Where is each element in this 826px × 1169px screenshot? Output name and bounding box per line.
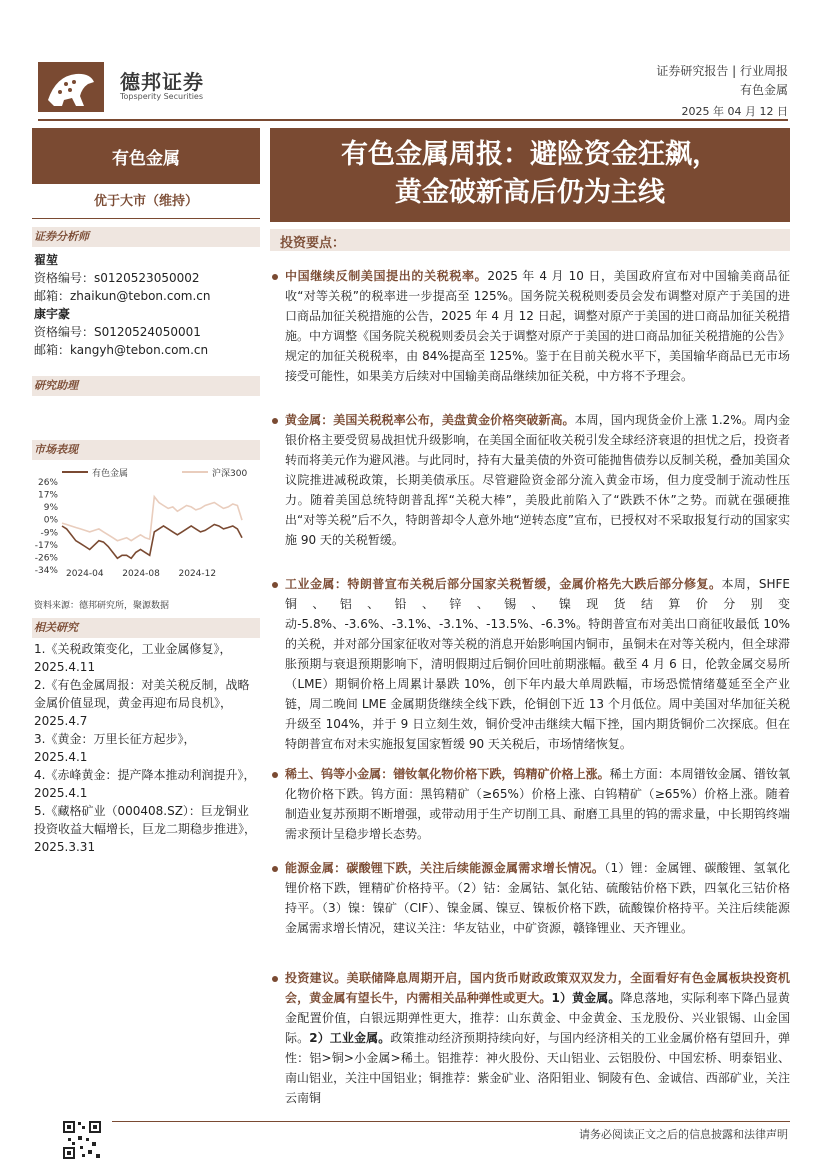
related-title: 4.《赤峰黄金：提产降本推动利润提升》， [34,768,256,782]
analysts-heading: 证券分析师 [32,227,260,247]
bullet-dot-icon [272,582,278,588]
analyst-name: 翟堃 [34,253,59,267]
company-logo [38,62,104,112]
series-line [62,497,242,541]
x-tick-label: 2024-08 [122,569,160,579]
brand-name-en: Topsperity Securities [120,92,204,101]
legend-label: 有色金属 [92,469,129,479]
related-title: 3.《黄金：万里长征方起步》， [34,732,196,746]
related-title: 1.《关税政策变化，工业金属修复》， [34,642,232,656]
analyst-cert: 资格编号：s0120523050002 [34,271,200,285]
y-tick-label: -34% [34,566,58,576]
chart-source: 资料来源：德邦研究所，聚源数据 [34,601,170,611]
related-item[interactable] [34,802,260,856]
sector-box: 有色金属 [32,128,260,184]
related-date: 2025.4.1 [34,786,88,800]
y-tick-label: 26% [37,478,58,488]
related-heading: 相关研究 [32,618,260,638]
bullet-tariff: 中国继续反制美国提出的关税税率。2025 年 4 月 10 日，美国政府宣布对中国输美商品征收“对等关税”的税率进一步提高至 125%。国务院关税税则委员会发布调整对原产于美国的进口商品加征关税措施的公告，2025 年 4 月 12 日起，调整对原产于美国的进口商品加征关税措施。中方调整《国务院关税税则委员会关于调整对原产于美国的进口商品加征关税措施的公告》规定的加征关税税率，由 84%提高至 125%。鉴于在目前关税水平下，美国输华商品已无市场接受可能性，如果美方后续对中国输美商品继续加征关税，中方将不予理会。 [285,269,790,383]
related-date: 2025.4.7 [34,714,88,728]
rating: 优于大市（维持） [93,194,198,209]
key-points-label: 投资要点： [280,236,346,251]
bullet-investment-advice: 投资建议。美联储降息周期开启，国内货币财政政策双双发力，全面看好有色金属板块投资机会，黄金属有望长牛，内需相关品种弹性或更大。1）黄金属。降息落地，实际利率下降凸显黄金配置价值，白银远期弹性更大，推荐：山东黄金、中金黄金、玉龙股份、兴业银锡、山金国际。2）工业金属。政策推动经济预期持续向好，与国内经济相关的工业金属价格有望回升，弹性：铝>铜>小金属>稀土。铝推荐：神火股份、天山铝业、云铝股份、中国宏桥、明泰铝业、南山铝业，关注中国铝业；铜推荐：紫金矿业、洛阳钼业、铜陵有色、金诚信、西部矿业，关注云南铜 [285,971,790,1105]
key-points-bar [270,229,790,251]
bullet-dot-icon [272,772,278,778]
y-tick-label: -26% [34,553,58,564]
legend-label: 沪深300 [212,469,248,479]
brand-name-cn: 德邦证券 [120,70,204,94]
related-item[interactable] [34,730,260,766]
header-sector: 有色金属 [739,83,788,97]
related-title: 5.《藏格矿业（000408.SZ）：巨龙铜业投资收益大幅增长，巨龙二期稳步推进》， [34,804,257,836]
x-tick-label: 2024-04 [66,569,104,579]
report-title [270,128,790,222]
title-line-2: 黄金破新高后仍为主线 [395,177,665,208]
related-title: 2.《有色金属周报：对美关税反制，战略金属价值显现，黄金再迎布局良机》， [34,678,250,710]
leopard-logo-icon [38,62,104,112]
bullet-dot-icon [272,976,278,982]
related-item[interactable] [34,766,260,802]
analyst-cert: 资格编号：S0120524050001 [34,325,201,339]
bullet-dot-icon [272,274,278,280]
assistant-heading: 研究助理 [32,376,260,396]
report-type-label: 证券研究报告 | 行业周报 [656,64,788,78]
footer-disclaimer: 请务必阅读正文之后的信息披露和法律声明 [579,1128,788,1141]
title-line-1: 有色金属周报：避险资金狂飙， [341,139,719,170]
related-date: 2025.4.1 [34,750,88,764]
report-type [656,62,788,100]
analyst-name: 康宇豪 [34,307,71,321]
market-heading: 市场表现 [32,440,260,460]
analyst-email[interactable]: 邮箱：kangyh@tebon.com.cn [34,343,209,357]
related-item[interactable] [34,640,260,676]
related-item[interactable] [34,676,260,730]
bullet-dot-icon [272,866,278,872]
y-tick-label: -17% [34,540,58,551]
bullet-precious-metals: 黄金属：美国关税税率公布，美盘黄金价格突破新高。本周，国内现货金价上涨 1.2%。周内金银价格主要受贸易战担忧升级影响，在美国全面征收关税引发全球经济衰退的担忧之后，投资者转而将美元作为避风港。与此同时，持有大量美债的外资可能抛售债券以反制关税，叠加美国众议院推进减税政策，长期美债承压。尽管避险资金部分流入黄金市场，但力度受制于流动性压力。随着美国总统特朗普乱挥“关税大棒”，美股此前陷入了“跌跌不休”之势。而就在强硬推出“对等关税”后不久，特朗普却令人意外地“逆转态度”宣布，已授权对不采取报复行动的国家实施 90 天的关税暂缓。 [285,413,790,547]
related-date: 2025.4.11 [34,660,96,674]
bullet-minor-metals: 稀土、钨等小金属：镨钕氧化物价格下跌，钨精矿价格上涨。稀土方面：本周镨钕金属、镨钕氧化物价格下跌。钨方面：黑钨精矿（≥65%）价格上涨、白钨精矿（≥65%）价格上涨。随着制造业复苏预期不断增强，或带动用于生产切削工具、耐磨工具里的钨的需求量，中长期钨终端需求预计呈稳步增长态势。 [285,767,790,841]
y-tick-label: 17% [37,490,58,501]
report-date: 2025 年 04 月 12 日 [681,105,788,118]
bullet-dot-icon [272,418,278,424]
header-divider [38,119,788,121]
market-performance-chart [32,462,260,582]
bullet-industrial-metals: 工业金属：特朗普宣布关税后部分国家关税暂缓，金属价格先大跌后部分修复。本周，SHFE 铜、铝、铅、锌、锡、镍现货结算价分别变动-5.8%、-3.6%、-3.1%、-3.1%、-13.5%、-6.3%。特朗普宣布对美出口商征收最低 10%的关税，并对部分国家征收对等关税的消息开始影响国内铜市，虽铜未在对等关税内，但全球滞胀预期与衰退预期影响下，清明假期过后铜价回吐前期涨幅。截至 4 月 6 日，伦敦金属交易所（LME）期铜价格上周累计暴跌 10%，创下年内最大单周跌幅，市场恐慌情绪蔓延至全产业链，周二晚间 LME 金属期货继续全线下跌，伦铜创下近 13 个月低位。周中美国对华加征关税升级至 104%，并于 9 日立刻生效，铜价受冲击继续大幅下挫，国内期货铜价二次探底。但在特朗普宣布对未实施报复国家暂缓 90 天关税后，市场情绪恢复。 [285,577,790,751]
y-tick-label: 0% [43,515,58,526]
qr-code-icon [62,1120,102,1160]
series-line [62,525,242,559]
y-tick-label: -9% [40,528,58,539]
y-tick-label: 9% [43,503,58,514]
related-date: 2025.3.31 [34,840,96,854]
x-tick-label: 2024-12 [178,569,217,579]
rating-divider [32,218,260,219]
analyst-email[interactable]: 邮箱：zhaikun@tebon.com.cn [34,289,211,303]
bullet-energy-metals: 能源金属：碳酸锂下跌，关注后续能源金属需求增长情况。（1）锂：金属锂、碳酸锂、氢氧化锂价格下跌，锂精矿价格持平。（2）钴：金属钴、氯化钴、硫酸钴价格下跌，四氧化三钴价格持平。（3）镍：镍矿（CIF）、镍金属、镍豆、镍板价格下跌，硫酸镍价格持平。关注后续能源金属需求增长情况，建议关注：华友钴业，中矿资源，赣锋锂业、天齐锂业。 [285,861,790,935]
footer-divider [112,1121,790,1122]
